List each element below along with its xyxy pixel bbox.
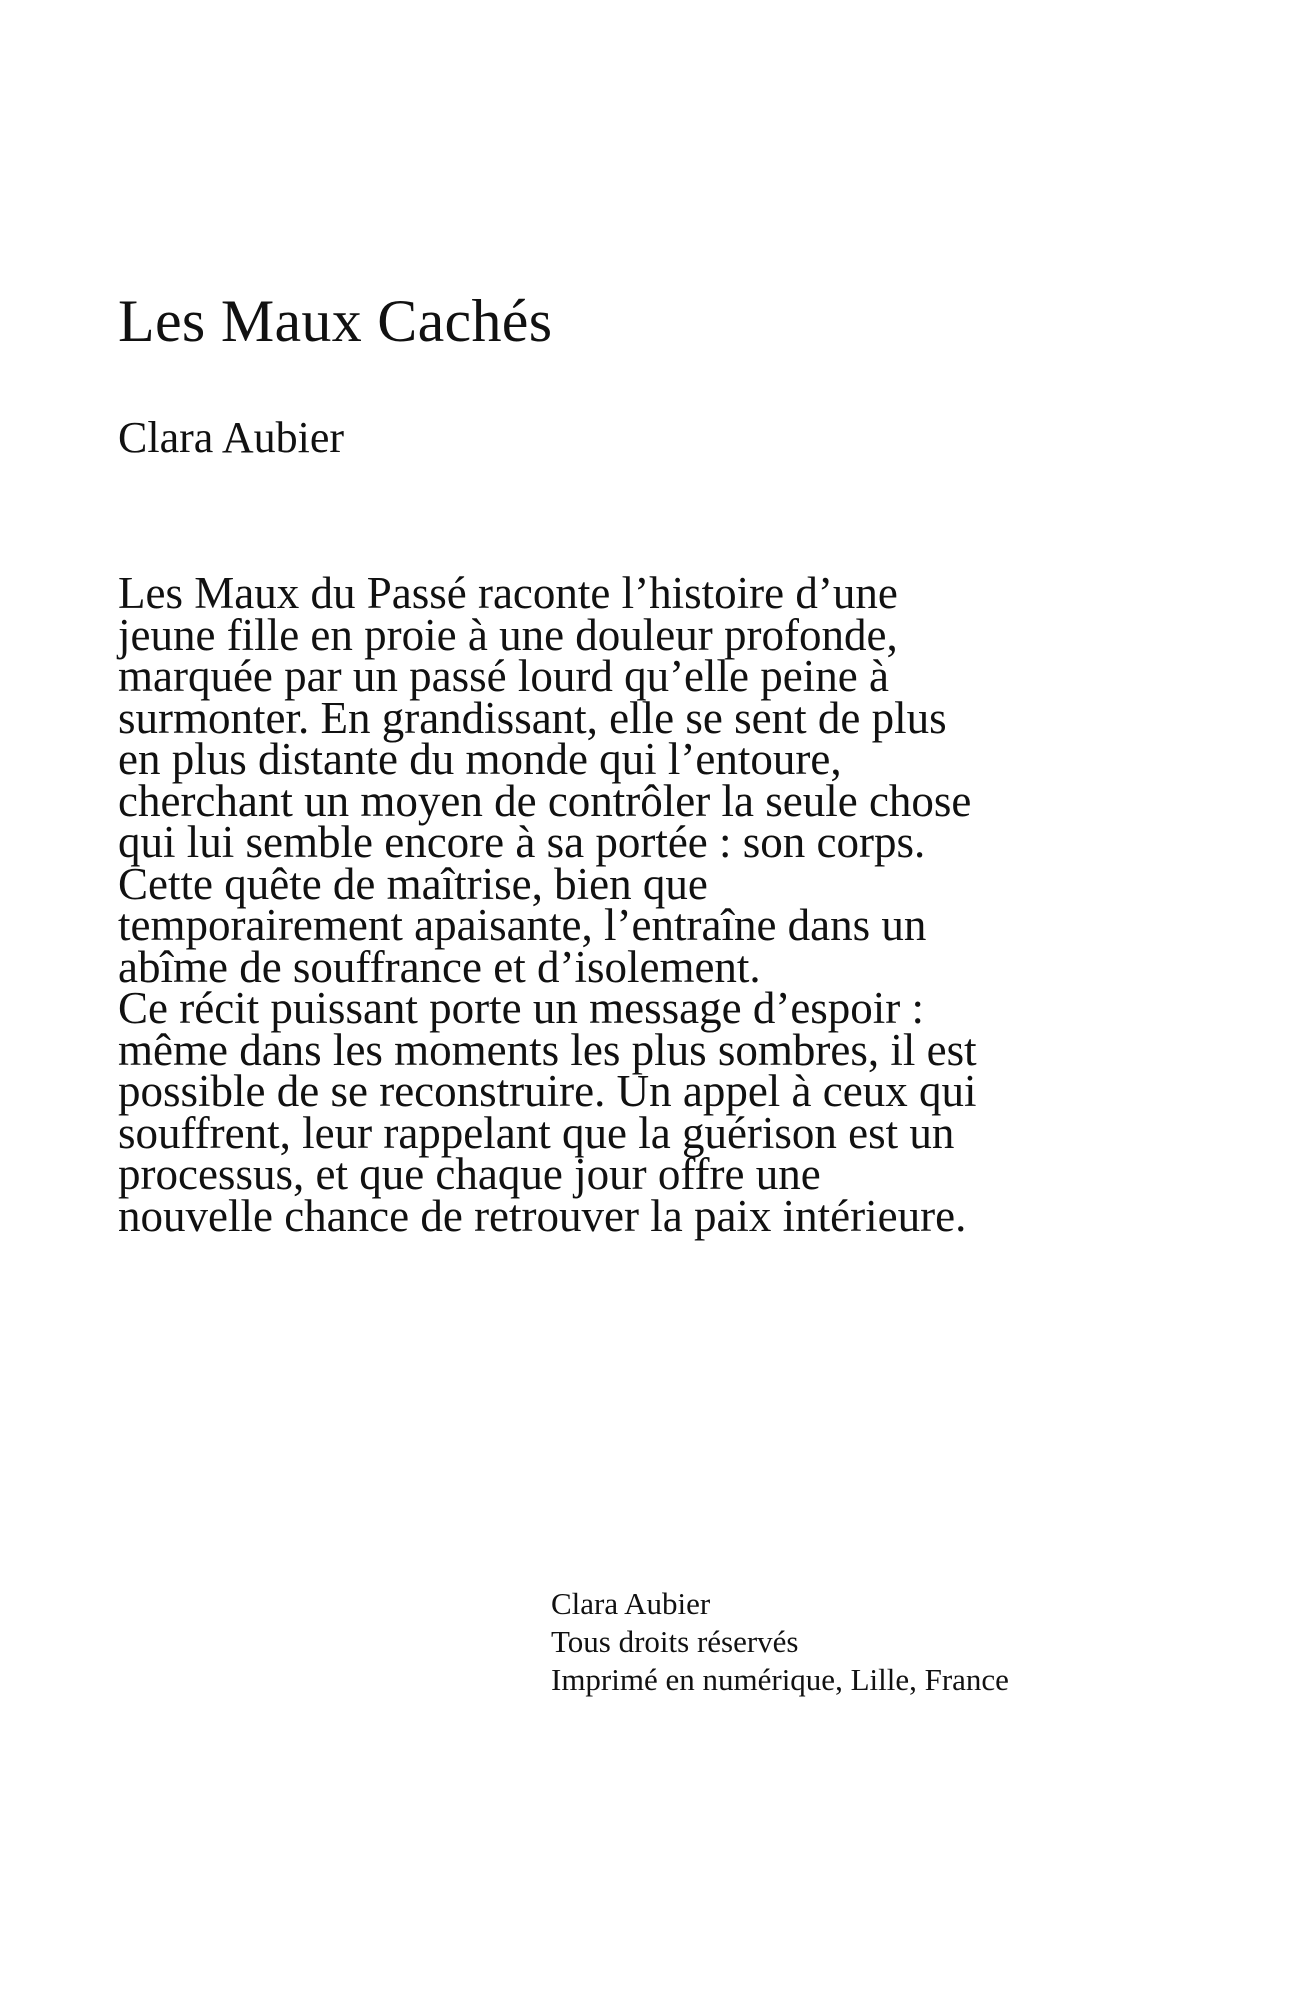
book-author: Clara Aubier xyxy=(118,413,345,462)
colophon-rights: Tous droits réservés xyxy=(551,1624,799,1659)
book-title: Les Maux Cachés xyxy=(118,288,553,354)
colophon-printing: Imprimé en numérique, Lille, France xyxy=(551,1662,1009,1697)
colophon xyxy=(551,1585,1009,1699)
colophon-author: Clara Aubier xyxy=(551,1586,711,1621)
summary-paragraph: Ce récit puissant porte un message d’espoir : même dans les moments les plus sombres, il est possible de se reconstruire. Un appel à ceux qui souffrent, leur rappelant que la guérison est un processus, et que chaque jour offre une nouvelle chance de retrouver la paix intérieure. xyxy=(118,983,977,1241)
summary-paragraph: Les Maux du Passé raconte l’histoire d’une jeune fille en proie à une douleur profonde, marquée par un passé lourd qu’elle peine à surmonter. En grandissant, elle se sent de plus en plus distante du monde qui l’entoure, cherchant un moyen de contrôler la seule chose qui lui semble encore à sa portée : son corps. Cette quête de maîtrise, bien que temporairement apaisante, l’entraîne dans un abîme de souffrance et d’isolement. xyxy=(118,568,972,992)
book-summary xyxy=(118,568,978,1241)
